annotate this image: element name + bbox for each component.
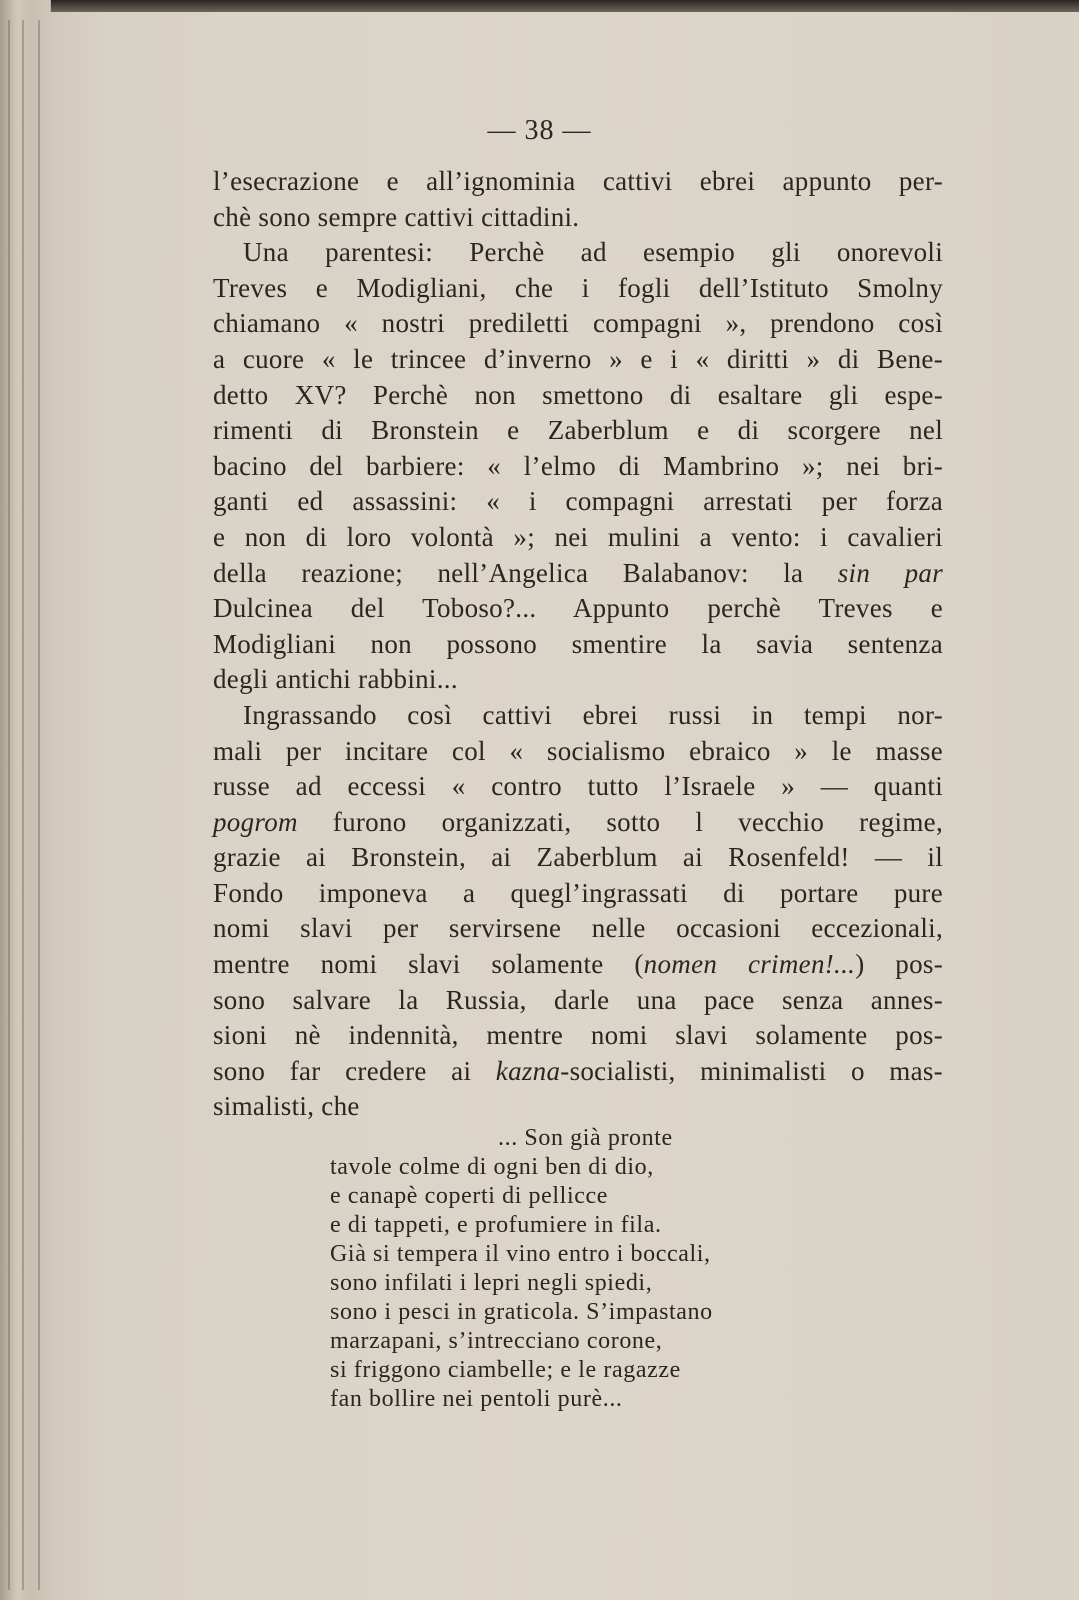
text-line: Modigliani non possono smentire la savia sentenza — [213, 628, 943, 659]
verse-line: si friggono ciambelle; e le ragazze — [330, 1357, 681, 1383]
text-fragment: -socialisti, minimalisti o mas- — [560, 1055, 943, 1086]
text-line: Una parentesi: Perchè ad esempio gli onorevoli — [243, 237, 943, 268]
body-text — [213, 164, 943, 1125]
text-line: grazie ai Bronstein, ai Zaberblum ai Rosenfeld! — il — [213, 842, 943, 873]
page-top-edge — [0, 0, 1079, 12]
text-line: Ingrassando così cattivi ebrei russi in tempi nor- — [243, 699, 943, 730]
text-line: bacino del barbiere: « l’elmo di Mambrino »; nei bri- — [213, 450, 943, 481]
text-line: a cuore « le trincee d’inverno » e i « diritti » di Bene- — [213, 343, 943, 374]
text-fragment: sono far credere ai — [213, 1055, 496, 1086]
text-fragment: della reazione; nell’Angelica Balabanov: la — [213, 557, 838, 588]
text-line — [213, 1054, 943, 1090]
text-line: Treves e Modigliani, che i fogli dell’Istituto Smolny — [213, 272, 943, 303]
spine-line — [22, 20, 24, 1590]
text-line: e non di loro volontà »; nei mulini a vento: i cavalieri — [213, 521, 943, 552]
text-line: Dulcinea del Toboso?... Appunto perchè Treves e — [213, 593, 943, 624]
verse-line: sono infilati i lepri negli spiedi, — [330, 1270, 653, 1296]
text-line — [213, 805, 943, 841]
italic-phrase: sin par — [837, 557, 943, 588]
text-line: chiamano « nostri prediletti compagni », prendono così — [213, 308, 943, 339]
book-spine — [0, 0, 51, 1600]
text-line: mali per incitare col « socialismo ebraico » le masse — [213, 735, 943, 766]
text-line: simalisti, che — [213, 1091, 360, 1122]
text-line: sono salvare la Russia, darle una pace senza annes- — [213, 984, 943, 1015]
text-line: sioni nè indennità, mentre nomi slavi solamente pos- — [213, 1020, 943, 1051]
italic-phrase: pogrom — [213, 806, 298, 837]
verse-line: Già si tempera il vino entro i boccali, — [330, 1241, 711, 1267]
verse-line: e canapè coperti di pellicce — [330, 1183, 608, 1209]
text-line: nomi slavi per servirsene nelle occasioni eccezionali, — [213, 913, 943, 944]
text-fragment: ) pos- — [855, 949, 943, 980]
verse-line: sono i pesci in graticola. S’impastano — [330, 1299, 713, 1325]
verse-quote — [330, 1124, 890, 1414]
text-line — [213, 556, 943, 592]
text-line: rimenti di Bronstein e Zaberblum e di scorgere nel — [213, 415, 943, 446]
verse-line: fan bollire nei pentoli purè... — [330, 1386, 623, 1412]
spine-line — [38, 20, 40, 1590]
text-line — [213, 947, 943, 983]
verse-line: e di tappeti, e profumiere in fila. — [330, 1212, 662, 1238]
text-fragment: furono organizzati, sotto l vecchio regime, — [297, 806, 943, 837]
text-line: russe ad eccessi « contro tutto l’Israele » — quanti — [213, 771, 943, 802]
verse-line: ... Son già pronte — [498, 1125, 673, 1151]
verse-line: marzapani, s’intrecciano corone, — [330, 1328, 663, 1354]
text-line: Fondo imponeva a quegl’ingrassati di portare pure — [213, 877, 943, 908]
spine-line — [8, 20, 10, 1590]
text-line: l’esecrazione e all’ignominia cattivi ebrei appunto per- — [213, 166, 943, 196]
italic-phrase: nomen crimen!... — [643, 949, 856, 980]
text-line: chè sono sempre cattivi cittadini. — [213, 201, 580, 232]
verse-line: tavole colme di ogni ben di dio, — [330, 1154, 654, 1180]
text-fragment: mentre nomi slavi solamente ( — [213, 949, 644, 980]
page-number: — 38 — — [487, 115, 592, 146]
italic-phrase: kazna — [495, 1055, 561, 1086]
text-line: ganti ed assassini: « i compagni arrestati per forza — [213, 486, 943, 517]
text-line: detto XV? Perchè non smettono di esaltare gli espe- — [213, 379, 943, 410]
text-line: degli antichi rabbini... — [213, 664, 458, 695]
